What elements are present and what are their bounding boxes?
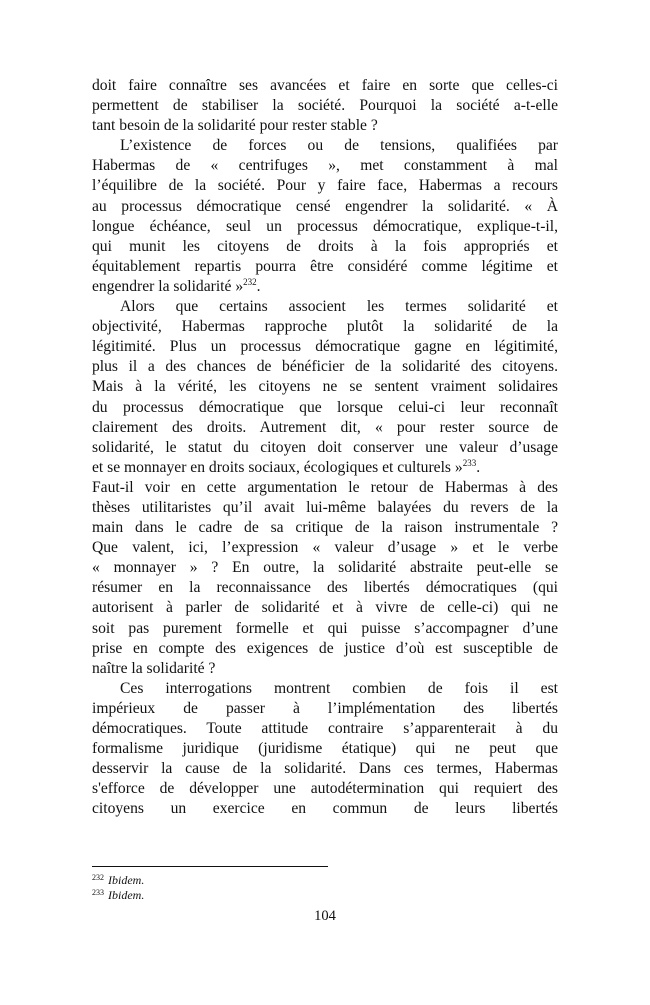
text-line: au processus démocratique censé engendrer la solidarité. « À (92, 197, 558, 215)
footnote-number: 233 (92, 888, 104, 897)
text-line: équitablement repartis pourra être considéré comme légitime et (92, 257, 558, 275)
text-line: L’existence de forces ou de tensions, qualifiées par (120, 137, 558, 155)
footnote-233 (92, 888, 144, 903)
body-text (92, 76, 558, 819)
text-line: longue échéance, seul un processus démocratique, explique-t-il, (92, 217, 558, 235)
text-line: résumer en la reconnaissance des libertés démocratiques (qui (92, 579, 558, 597)
text-line: « monnayer » ? En outre, la solidarité abstraite peut-elle se (92, 559, 558, 577)
text-line: thèses utilitaristes qu’il avait lui-même balayées du revers de la (92, 498, 558, 516)
text-line: citoyens un exercice en commun de leurs libertés (92, 800, 558, 818)
text-line: prise en compte des exigences de justice d’où est susceptible de (92, 639, 558, 657)
text-line: impérieux de passer à l’implémentation des libertés (92, 699, 558, 717)
text-line: plus il a des chances de bénéficier de la solidarité des citoyens. (92, 358, 558, 376)
page-number: 104 (314, 908, 336, 924)
footnote-232 (92, 873, 144, 888)
text-line: qui munit les citoyens de droits à la fois appropriés et (92, 237, 558, 255)
text-line: permettent de stabiliser la société. Pourquoi la société a-t-elle (92, 97, 558, 115)
text-line: autorisent à parler de solidarité et à vivre de celle-ci) qui ne (92, 599, 558, 617)
footnote-ref-233: 233 (462, 457, 477, 468)
footnote-text: Ibidem. (108, 873, 145, 887)
text-line: Ces interrogations montrent combien de fois il est (120, 679, 558, 697)
text-line: objectivité, Habermas rapproche plutôt la solidarité de la (92, 318, 558, 336)
text-line: s'efforce de développer une autodétermination qui requiert des (92, 780, 558, 798)
text-line: soit pas purement formelle et qui puisse s’accompagner d’une (92, 619, 558, 637)
text-line: solidarité, le statut du citoyen doit conserver une valeur d’usage (92, 438, 558, 456)
text-line: doit faire connaître ses avancées et faire en sorte que celles-ci (92, 77, 558, 94)
footnote-text: Ibidem. (108, 888, 145, 902)
footnote-separator (92, 866, 328, 867)
text-line: Faut-il voir en cette argumentation le retour de Habermas à des (92, 478, 558, 496)
text-line: Mais à la vérité, les citoyens ne se sentent vraiment solidaires (92, 378, 558, 396)
text-line: Alors que certains associent les termes solidarité et (120, 298, 558, 316)
text-line-content: et se monnayer en droits sociaux, écologiques et culturels » (92, 458, 463, 476)
text-line: démocratiques. Toute attitude contraire s’apparenterait à du (92, 720, 558, 737)
footnote-ref-232: 232 (243, 276, 257, 287)
footnote-number: 232 (92, 873, 104, 882)
text-line: Habermas de « centrifuges », met constamment à mal (92, 157, 558, 175)
text-line: formalisme juridique (juridisme étatique) qui ne peut que (92, 740, 558, 758)
text-line: Que valent, ici, l’expression « valeur d’usage » et le verbe (92, 539, 558, 557)
text-line: desservir la cause de la solidarité. Dans ces termes, Habermas (92, 760, 558, 778)
text-line: du processus démocratique que lorsque celui-ci leur reconnaît (92, 398, 558, 416)
text-line: engendrer la solidarité »$^{232}$. (92, 276, 261, 295)
text-line: l’équilibre de la société. Pour y faire face, Habermas a recours (92, 177, 558, 195)
text-line: tant besoin de la solidarité pour rester stable ? (92, 117, 378, 135)
text-line: naître la solidarité ? (92, 659, 216, 677)
text-line: et se monnayer en droits sociaux, écologiques et culturels »$^{233}$. (92, 457, 481, 476)
text-line: main dans le cadre de sa critique de la raison instrumentale ? (92, 519, 558, 537)
text-line: clairement des droits. Autrement dit, « pour rester source de (92, 418, 558, 436)
text-line-content: engendrer la solidarité » (92, 277, 244, 295)
text-line: légitimité. Plus un processus démocratique gagne en légitimité, (92, 338, 558, 356)
footnotes (92, 873, 144, 903)
